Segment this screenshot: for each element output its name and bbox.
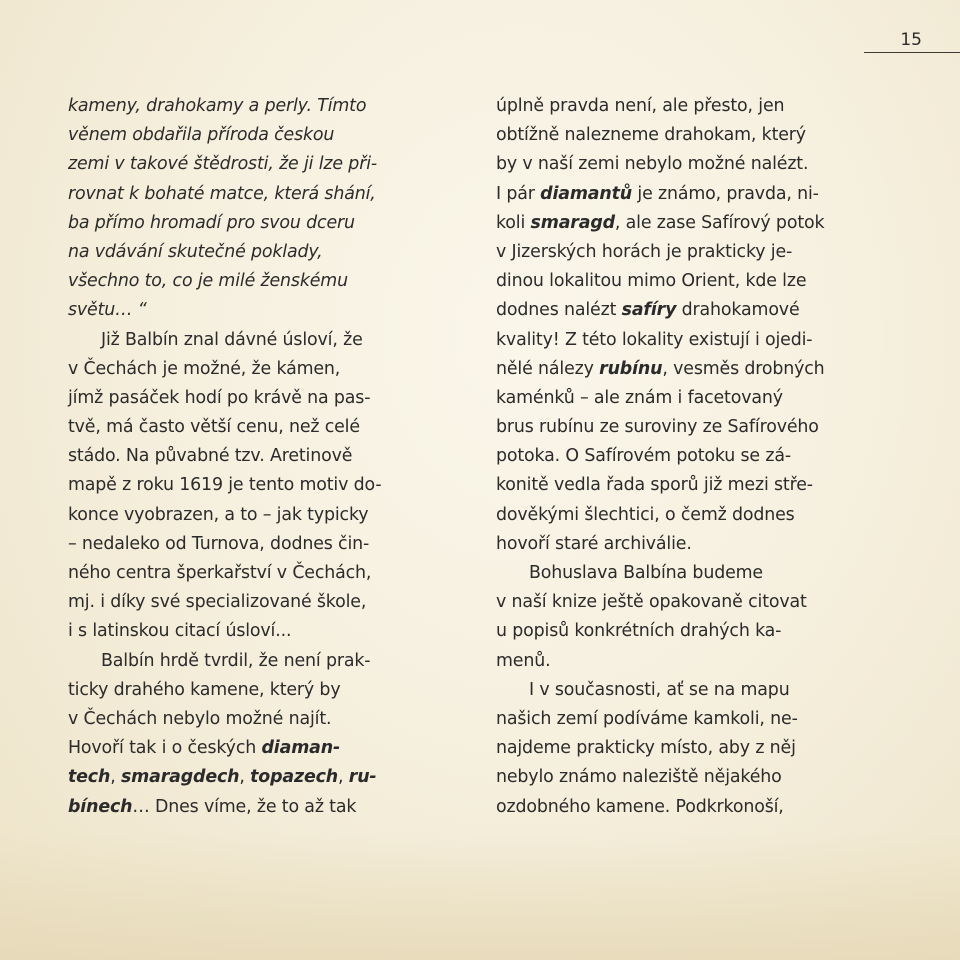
right-text-line [496,763,866,792]
left-text-line [68,442,440,471]
text-run: , [338,767,349,788]
text-run: ozdobného kamene. Podkrkonoší, [496,796,784,817]
text-run: úplně pravda není, ale přesto, jen [496,96,785,116]
right-text-line [496,588,866,617]
text-run: jímž pasáček hodí po krávě na pas- [68,387,371,408]
left-text-line [68,559,440,588]
emphasized-term: ru- [348,767,377,788]
text-run: světu… “ [68,300,147,321]
right-text-line [496,793,866,822]
text-run: nebylo známo naleziště nějakého [496,767,782,788]
text-run: kaménků – ale znám i facetovaný [496,387,783,408]
text-run: u popisů konkrétních drahých ka- [496,621,782,642]
right-text-line [496,355,866,384]
emphasized-term: diamantů [540,183,633,204]
text-run: konce vyobrazen, a to – jak typicky [68,504,369,525]
page-background-shading [0,830,960,960]
right-text-line [496,647,866,676]
left-text-line [68,530,440,559]
text-run: všechno to, co je milé ženskému [68,271,348,292]
text-run: , [239,767,251,788]
right-text-column [496,92,866,822]
text-run: dodnes nalézt [496,300,622,321]
right-text-line [496,559,866,588]
text-run: je známo, pravda, ni- [632,183,819,204]
text-run: Již Balbín znal dávné úsloví, že [101,329,363,350]
right-text-line [496,209,866,238]
text-run: na vdávání skutečné poklady, [68,241,323,262]
left-text-line [68,501,440,530]
header-rule [864,52,960,53]
text-run: i s latinskou citací úsloví... [68,621,292,642]
text-run: v Čechách je možné, že kámen, [68,358,341,379]
left-text-line [68,734,440,763]
text-run: věnem obdařila příroda českou [68,125,335,146]
left-text-line [68,705,440,734]
text-run: dinou lokalitou mimo Orient, kde lze [496,271,807,292]
left-text-line [68,267,440,296]
left-text-line [68,647,440,676]
left-text-line [68,676,440,705]
left-text-line [68,180,440,209]
text-run: by v naší zemi nebylo možné nalézt. [496,154,809,175]
text-run: nělé nálezy [496,358,600,379]
text-run: kameny, drahokamy a perly. Tímto [68,96,367,116]
text-run: I v současnosti, ať se na mapu [529,679,790,700]
text-run: ného centra šperkařství v Čechách, [68,563,372,583]
text-run: mj. i díky své specializované škole, [68,592,367,613]
right-text-line [496,150,866,179]
right-text-line [496,413,866,442]
emphasized-term: diaman- [261,738,341,759]
left-text-line [68,793,440,822]
right-text-line [496,471,866,500]
left-text-line [68,92,440,121]
text-run: hovoří staré archiválie. [496,533,692,554]
right-text-line [496,180,866,209]
text-run: v Čechách nebylo možné najít. [68,708,332,729]
emphasized-term: tech [68,767,111,788]
right-text-line [496,734,866,763]
left-text-line [68,326,440,355]
text-run: obtížně nalezneme drahokam, který [496,125,806,146]
left-text-line [68,296,440,325]
left-text-line [68,763,440,792]
text-run: Hovoří tak i o českých [68,738,262,759]
text-run: brus rubínu ze suroviny ze Safírového [496,417,819,438]
emphasized-term: topazech [250,767,338,788]
text-run: tvě, má často větší cenu, než celé [68,417,360,438]
text-run: ba přímo hromadí pro svou dceru [68,212,355,233]
text-run: potoka. O Safírovém potoku se zá- [496,446,791,467]
emphasized-term: bínech [68,796,133,817]
right-text-line [496,676,866,705]
text-run: menů. [496,650,551,671]
left-text-line [68,413,440,442]
right-text-line [496,501,866,530]
right-text-line [496,238,866,267]
text-run: konitě vedla řada sporů již mezi stře- [496,475,813,496]
left-text-line [68,355,440,384]
right-text-line [496,617,866,646]
text-run: Balbín hrdě tvrdil, že není prak- [101,650,371,671]
text-run: rovnat k bohaté matce, která shání, [68,183,376,204]
emphasized-term: smaragd [530,212,615,233]
left-text-line [68,150,440,179]
right-text-line [496,326,866,355]
text-run: koli [496,212,531,233]
text-run: najdeme prakticky místo, aby z něj [496,738,796,759]
text-run: mapě z roku 1619 je tento motiv do- [68,475,382,496]
right-text-line [496,530,866,559]
left-text-line [68,238,440,267]
left-text-line [68,471,440,500]
page-number: 15 [900,30,922,50]
emphasized-term: smaragdech [120,767,240,788]
text-run: – nedaleko od Turnova, dodnes čin- [68,533,370,554]
text-run: I pár [496,183,541,204]
text-run: kvality! Z této lokality existují i ojedi- [496,329,813,350]
text-run: … Dnes víme, že to až tak [132,796,357,817]
emphasized-term: rubínu [599,358,663,379]
text-run: stádo. Na půvabné tzv. Aretinově [68,446,353,467]
right-text-line [496,442,866,471]
left-text-line [68,121,440,150]
text-run: ticky drahého kamene, který by [68,679,341,700]
left-text-line [68,588,440,617]
right-text-line [496,267,866,296]
text-run: v naší knize ještě opakovaně citovat [496,592,807,613]
left-text-line [68,209,440,238]
text-run: v Jizerských horách je prakticky je- [496,241,793,262]
right-text-line [496,384,866,413]
text-run: našich zemí podíváme kamkoli, ne- [496,708,798,729]
text-run: zemi v takové štědrosti, že ji lze při- [68,154,378,175]
text-run: drahokamové [676,300,800,321]
text-run: , vesměs drobných [662,358,825,379]
right-text-line [496,705,866,734]
left-text-column [68,92,440,822]
text-run: Bohuslava Balbína budeme [529,563,763,583]
right-text-line [496,92,866,121]
text-run: dověkými šlechtici, o čemž dodnes [496,504,795,525]
emphasized-term: safíry [621,300,677,321]
right-text-line [496,121,866,150]
left-text-line [68,384,440,413]
right-text-line [496,296,866,325]
text-run: , [110,767,121,788]
text-run: , ale zase Safírový potok [614,212,825,233]
left-text-line [68,617,440,646]
